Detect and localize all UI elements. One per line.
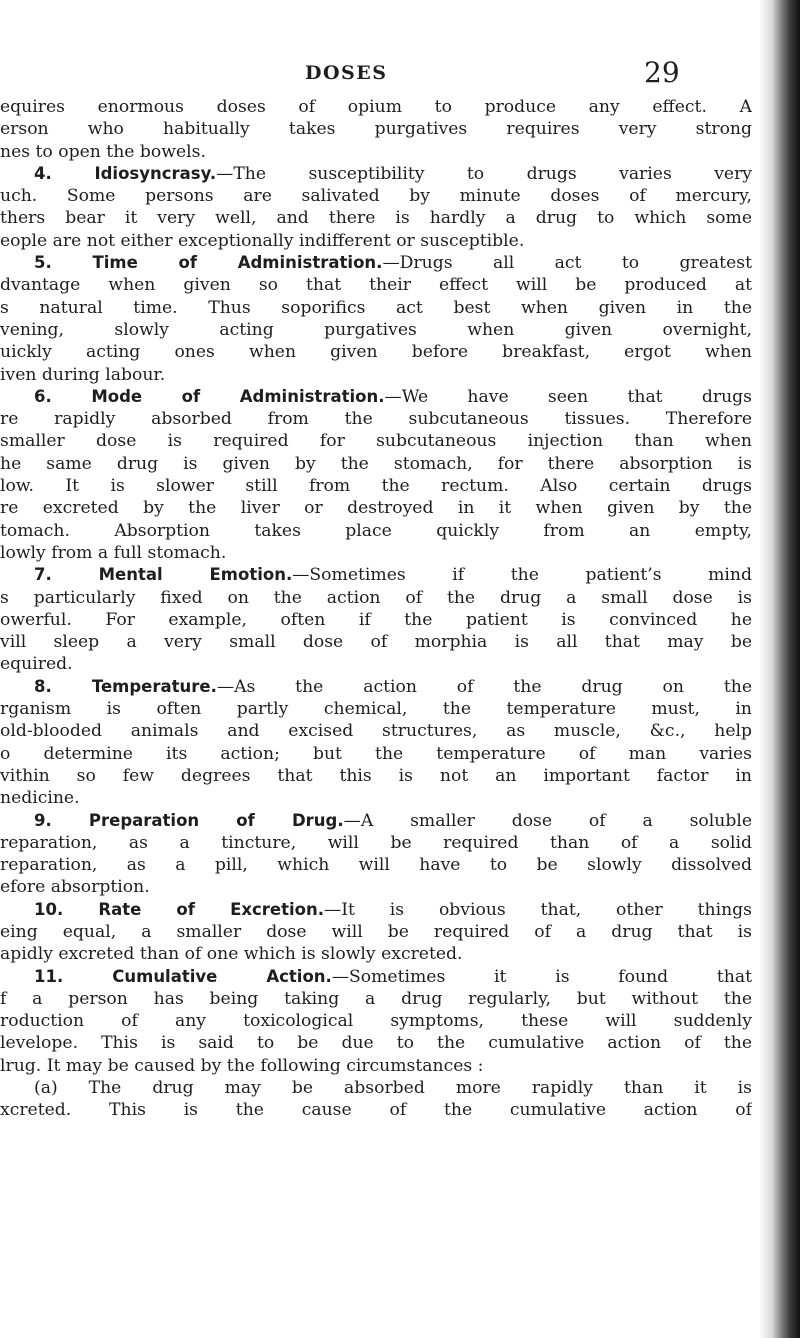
line-text: he same drug is given by the stomach, for there absorption is	[0, 453, 752, 474]
line-text: —As the action of the drug on the	[216, 676, 752, 697]
line-text: roduction of any toxicological symptoms, these will suddenly	[0, 1011, 752, 1032]
text-line	[0, 988, 752, 1010]
line-text: old-blooded animals and excised structures, as muscle, &c., help	[0, 721, 752, 742]
text-line	[0, 1055, 752, 1077]
line-text: —It is obvious that, other things	[324, 899, 752, 920]
section-number: 4.	[34, 163, 95, 183]
section-heading: Temperature.	[91, 676, 217, 696]
line-text: erson who habitually takes purgatives requires very strong	[0, 119, 752, 140]
text-line	[0, 207, 752, 229]
line-text: nes to open the bowels.	[0, 141, 206, 162]
line-text: —Sometimes it is found that	[331, 966, 752, 987]
section-number: 10.	[34, 899, 99, 919]
line-text: thers bear it very well, and there is hardly a drug to which some	[0, 208, 752, 229]
line-text: efore absorption.	[0, 877, 150, 898]
line-text: —The susceptibility to drugs varies very	[216, 163, 752, 184]
line-text: owerful. For example, often if the patient is convinced he	[0, 609, 752, 630]
text-line	[0, 118, 752, 140]
section-heading: Mode of Administration.	[91, 386, 385, 406]
section-heading-line	[0, 899, 752, 921]
line-text: levelope. This is said to be due to the cumulative action of the	[0, 1033, 752, 1054]
line-text: s particularly fixed on the action of the drug a small dose is	[0, 587, 752, 608]
text-line	[0, 587, 752, 609]
section-number: 7.	[34, 565, 99, 585]
line-text: nedicine.	[0, 788, 80, 809]
line-text: dvantage when given so that their effect will be produced at	[0, 275, 752, 296]
text-line	[0, 319, 752, 341]
page-header	[0, 56, 700, 94]
line-text: apidly excreted than of one which is slowly excreted.	[0, 944, 463, 965]
text-line	[0, 408, 752, 430]
line-text: vening, slowly acting purgatives when given overnight,	[0, 319, 752, 340]
text-line	[0, 921, 752, 943]
section-heading: Preparation of Drug.	[88, 810, 344, 830]
section-number: 6.	[34, 386, 92, 406]
line-text: xcreted. This is the cause of the cumulative action of	[0, 1100, 752, 1121]
line-text: reparation, as a tincture, will be required than of a solid	[0, 832, 752, 853]
line-text: —Drugs all act to greatest	[382, 253, 752, 274]
line-text: low. It is slower still from the rectum. Also certain drugs	[0, 476, 752, 497]
line-text: eing equal, a smaller dose will be required of a drug that is	[0, 921, 752, 942]
line-text: re rapidly absorbed from the subcutaneous tissues. Therefore	[0, 409, 752, 430]
section-heading-line	[0, 386, 752, 408]
line-text: o determine its action; but the temperature of man varies	[0, 743, 752, 764]
text-line	[0, 185, 752, 207]
text-line	[0, 765, 752, 787]
text-line	[0, 609, 752, 631]
line-text: uch. Some persons are salivated by minute doses of mercury,	[0, 186, 752, 207]
line-text: f a person has being taking a drug regularly, but without the	[0, 988, 752, 1009]
line-text: equired.	[0, 654, 73, 675]
text-line	[0, 943, 752, 965]
text-line	[0, 230, 752, 252]
section-heading: Cumulative Action.	[112, 966, 332, 986]
line-text: lrug. It may be caused by the following circumstances :	[0, 1055, 484, 1076]
section-heading: Time of Administration.	[92, 253, 383, 273]
line-text: eople are not either exceptionally indifferent or susceptible.	[0, 230, 525, 251]
text-line	[0, 520, 752, 542]
line-text: iven during labour.	[0, 364, 166, 385]
line-text: (a) The drug may be absorbed more rapidly than it is	[34, 1078, 752, 1099]
section-heading-line	[0, 252, 752, 274]
body-text	[0, 96, 752, 1122]
book-spine-shadow	[760, 0, 800, 1338]
text-line	[0, 430, 752, 452]
text-line	[0, 631, 752, 653]
section-number: 8.	[34, 676, 92, 696]
line-text: smaller dose is required for subcutaneous injection than when	[0, 431, 752, 452]
section-heading-line	[0, 810, 752, 832]
line-text: —A smaller dose of a soluble	[343, 810, 752, 831]
line-text: —We have seen that drugs	[384, 386, 752, 407]
text-line	[0, 542, 752, 564]
page-number: 29	[644, 56, 680, 89]
line-text: re excreted by the liver or destroyed in it when given by the	[0, 498, 752, 519]
line-text: —Sometimes if the patient’s mind	[292, 565, 752, 586]
text-line	[0, 497, 752, 519]
text-line	[0, 876, 752, 898]
text-line	[0, 453, 752, 475]
section-heading-line	[0, 564, 752, 586]
text-line	[0, 141, 752, 163]
line-text: reparation, as a pill, which will have to be slowly dissolved	[0, 855, 752, 876]
text-line	[0, 653, 752, 675]
section-heading-line	[0, 163, 752, 185]
line-text: equires enormous doses of opium to produce any effect. A	[0, 97, 752, 117]
line-text: s natural time. Thus soporifics act best when given in the	[0, 297, 752, 318]
text-line	[0, 1077, 752, 1099]
text-line	[0, 1032, 752, 1054]
section-number: 9.	[34, 810, 89, 830]
text-line	[0, 787, 752, 809]
section-heading: Idiosyncrasy.	[94, 163, 217, 183]
section-heading-line	[0, 676, 752, 698]
section-number: 5.	[34, 253, 93, 273]
text-line	[0, 698, 752, 720]
text-line	[0, 832, 752, 854]
section-heading: Rate of Excretion.	[98, 899, 325, 919]
text-line	[0, 297, 752, 319]
text-line	[0, 1099, 752, 1121]
section-heading: Mental Emotion.	[98, 565, 293, 585]
text-line	[0, 341, 752, 363]
text-line	[0, 96, 752, 118]
line-text: lowly from a full stomach.	[0, 542, 227, 563]
line-text: tomach. Absorption takes place quickly from an empty,	[0, 520, 752, 541]
line-text: rganism is often partly chemical, the temperature must, in	[0, 699, 752, 720]
text-line	[0, 364, 752, 386]
running-head: DOSES	[305, 62, 388, 84]
section-heading-line	[0, 966, 752, 988]
line-text: uickly acting ones when given before breakfast, ergot when	[0, 342, 752, 363]
text-line	[0, 720, 752, 742]
text-line	[0, 1010, 752, 1032]
section-number: 11.	[34, 966, 113, 986]
line-text: vithin so few degrees that this is not an important factor in	[0, 765, 752, 786]
line-text: vill sleep a very small dose of morphia is all that may be	[0, 632, 752, 653]
text-line	[0, 475, 752, 497]
text-line	[0, 854, 752, 876]
text-line	[0, 274, 752, 296]
text-line	[0, 743, 752, 765]
